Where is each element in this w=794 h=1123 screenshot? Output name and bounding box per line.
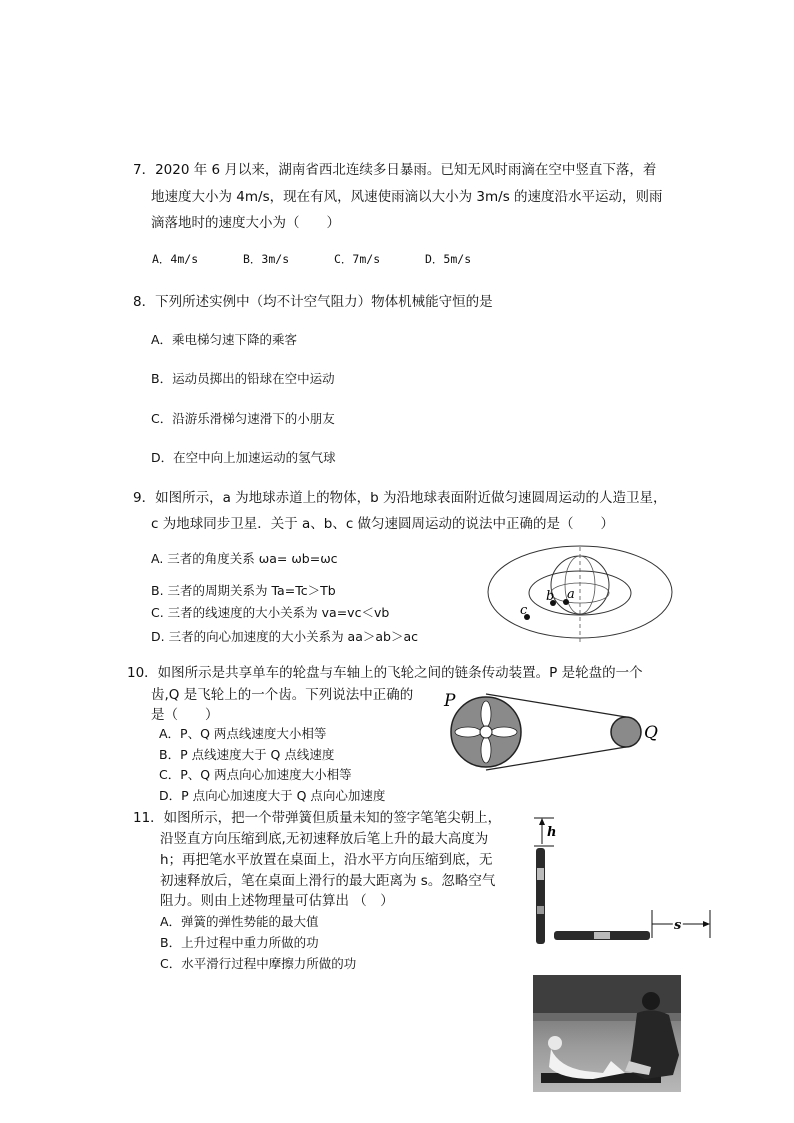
q8-stem: 8．下列所述实例中（均不计空气阻力）物体机械能守恒的是	[133, 294, 493, 310]
spoke-bottom	[481, 737, 491, 763]
q11-option-c: C．水平滑行过程中摩擦力所做的功	[160, 956, 357, 971]
q7-option-b: B．3m/s	[243, 252, 290, 266]
q7-option-c: C．7m/s	[334, 252, 381, 266]
label-s: s	[674, 918, 682, 933]
label-h: h	[547, 825, 557, 840]
spoke-right	[491, 727, 517, 737]
q11-option-a: A．弹簧的弹性势能的最大值	[160, 914, 319, 929]
q9-line1: 9．如图所示，a 为地球赤道上的物体，b 为沿地球表面附近做匀速圆周运动的人造卫星，	[133, 490, 667, 506]
q10-option-d: D．P 点向心加速度大于 Q 点向心加速度	[159, 788, 386, 803]
situp-photo-drawing	[533, 975, 681, 1092]
pen-horizontal-grip	[594, 932, 610, 939]
q9-option-a: A. 三者的角度关系 ωa= ωb=ωc	[151, 551, 338, 566]
flywheel	[611, 717, 641, 747]
q7-option-d: D．5m/s	[425, 252, 472, 266]
q9-option-c: C. 三者的线速度的大小关系为 va=vc＜vb	[151, 605, 390, 620]
s-arrow-head	[703, 921, 710, 927]
photo-person2-head	[642, 992, 660, 1010]
label-b: b	[546, 589, 555, 604]
q11-line3: h；再把笔水平放置在桌面上，沿水平方向压缩到底，无	[160, 852, 493, 868]
q11-line2: 沿竖直方向压缩到底,无初速释放后笔上升的最大高度为	[160, 831, 489, 847]
q8-option-d: D．在空中向上加速运动的氢气球	[151, 450, 336, 465]
label-a: a	[567, 587, 575, 602]
photo-wall	[533, 975, 681, 1013]
spoke-left	[455, 727, 481, 737]
q11-line1: 11．如图所示，把一个带弹簧但质量未知的签字笔笔尖朝上，	[133, 810, 502, 826]
q10-option-b: B．P 点线速度大于 Q 点线速度	[159, 747, 335, 762]
q10-option-a: A．P、Q 两点线速度大小相等	[159, 726, 327, 741]
q10-option-c: C．P、Q 两点向心加速度大小相等	[159, 767, 352, 782]
chainring-hub	[480, 726, 492, 738]
q10-line3: 是（ ）	[151, 707, 219, 723]
q8-option-b: B．运动员掷出的铅球在空中运动	[151, 371, 335, 386]
q7-line1: 7．2020 年 6 月以来，湖南省西北连续多日暴雨。已知无风时雨滴在空中竖直下落，着	[133, 162, 657, 178]
photo-person1-head	[548, 1036, 562, 1050]
label-p: P	[444, 691, 456, 711]
pen-vertical-band	[537, 906, 544, 914]
pen-diagram	[520, 810, 714, 950]
q11-option-b: B．上升过程中重力所做的功	[160, 935, 319, 950]
q7-option-a: A．4m/s	[152, 252, 199, 266]
q10-line1: 10．如图所示是共享单车的轮盘与车轴上的飞轮之间的链条传动装置。P 是轮盘的一个	[127, 665, 643, 681]
q8-option-c: C．沿游乐滑梯匀速滑下的小朋友	[151, 411, 335, 426]
q11-line4: 初速释放后，笔在桌面上滑行的最大距离为 s。忽略空气	[160, 873, 496, 889]
q7-line2: 地速度大小为 4m/s，现在有风，风速使雨滴以大小为 3m/s 的速度沿水平运动，则雨	[151, 189, 663, 205]
q8-option-a: A．乘电梯匀速下降的乘客	[151, 332, 298, 347]
q9-line2: c 为地球同步卫星．关于 a、b、c 做匀速圆周运动的说法中正确的是（ ）	[151, 516, 615, 532]
orbit-diagram	[487, 545, 677, 645]
pen-vertical-grip	[537, 868, 544, 880]
q7-line3: 滴落地时的速度大小为（ ）	[151, 215, 340, 231]
q9-option-b: B. 三者的周期关系为 Ta=Tc＞Tb	[151, 583, 336, 598]
q10-line2: 齿,Q 是飞轮上的一个齿。下列说法中正确的	[151, 687, 414, 703]
label-q: Q	[644, 723, 658, 743]
q11-line5: 阻力。则由上述物理量可估算出 （ ）	[160, 893, 394, 909]
q9-option-d: D. 三者的向心加速度的大小关系为 aa＞ab＞ac	[151, 629, 418, 644]
chain-drive-diagram	[440, 684, 700, 784]
h-arrow-head	[539, 818, 545, 825]
situp-photo	[533, 975, 681, 1092]
pen-vertical	[536, 848, 545, 944]
label-c: c	[520, 603, 528, 618]
spoke-top	[481, 701, 491, 727]
